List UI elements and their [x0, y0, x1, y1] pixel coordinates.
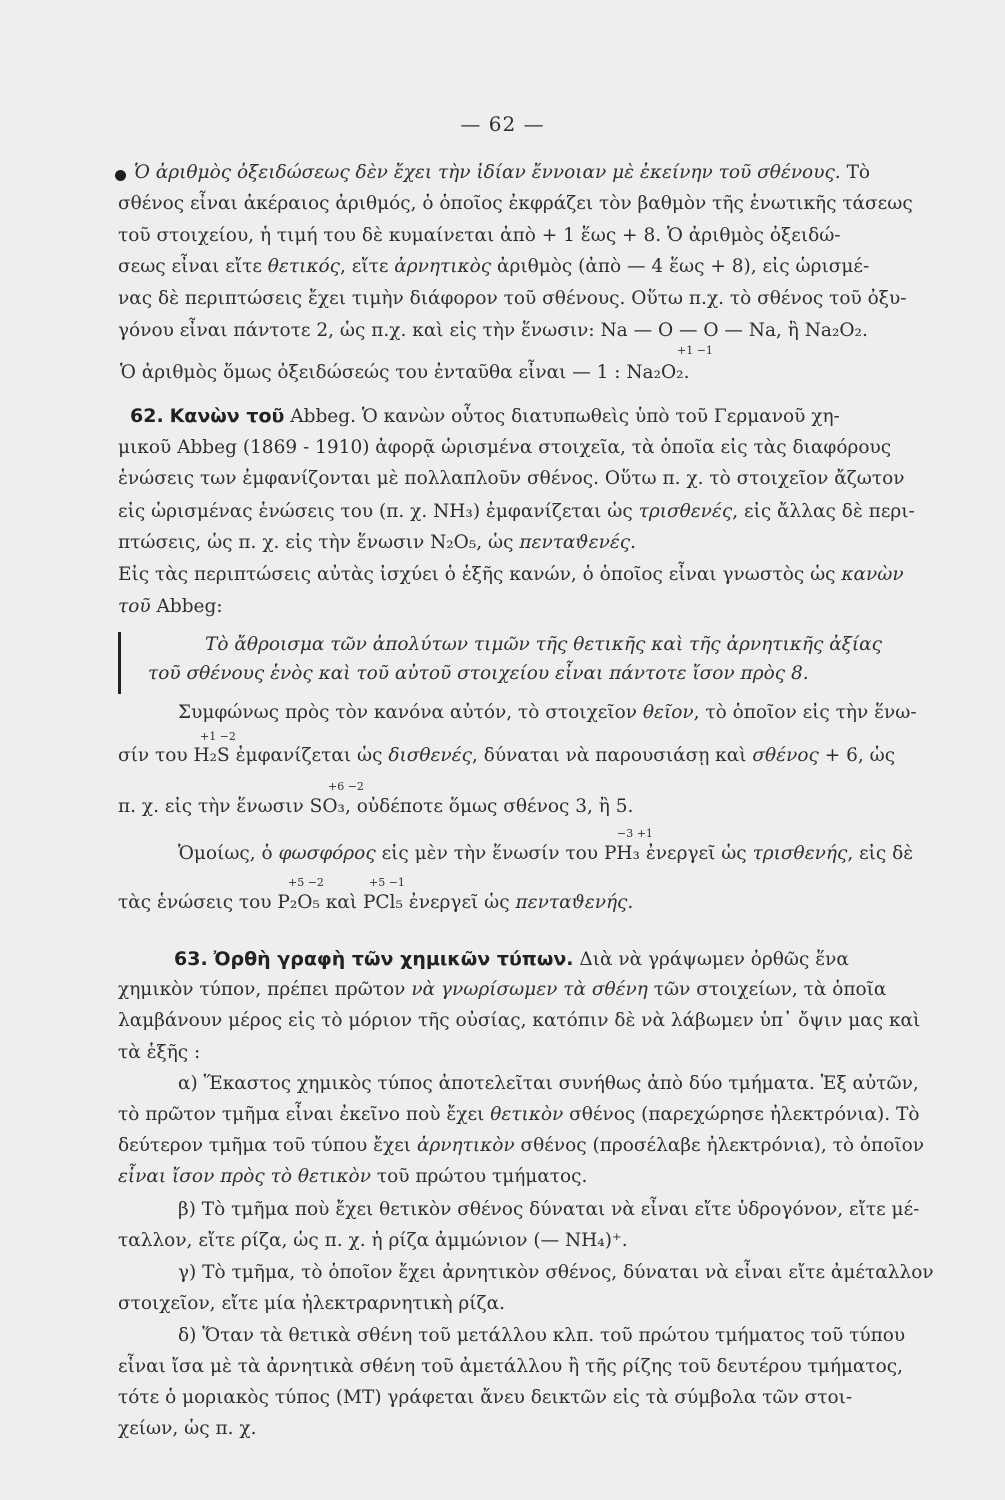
- section-62-heading-line: [130, 405, 840, 428]
- term-divalent: δισθενές: [388, 745, 472, 766]
- intro-line-1: [134, 162, 960, 184]
- term-rule: κανὼν: [841, 564, 904, 585]
- section-62-line-2: μικοῦ Abbeg (1869 - 1910) ἀφορᾷ ὡρισμένα στοιχεῖα, τὰ ὁποῖα εἰς τὰς διαφόρους: [118, 437, 892, 458]
- section-63-title: Ὀρθὴ γραφὴ τῶν χημικῶν τύπων.: [213, 948, 574, 970]
- text-run: + 6, ὡς: [818, 745, 896, 766]
- text-run: χημικὸν τύπον, πρέπει πρῶτον: [118, 979, 412, 1000]
- rule-text-2: τοῦ σθένους ἑνὸς καὶ τοῦ αὐτοῦ στοιχείου εἶναι πάντοτε ἴσον πρὸς 8.: [148, 663, 809, 684]
- term-negative: ἀρνητικὸν: [416, 1135, 515, 1156]
- term-of: τοῦ: [118, 596, 151, 617]
- term-positive: θετικός: [267, 256, 340, 277]
- rule-margin-bar: [118, 632, 121, 694]
- intro-line-2: σθένος εἶναι ἀκέραιος ἀριθμός, ὁ ὁποῖος ἐκφράζει τὸν βαθμὸν τῆς ἑνωτικῆς τάσεως: [118, 193, 913, 214]
- page-number: — 62 —: [460, 112, 545, 136]
- section-63-heading-line: [174, 948, 849, 971]
- section-62-p2-line-2: [118, 745, 895, 767]
- item-d-line-4: χείων, ὡς π. χ.: [118, 1418, 257, 1439]
- section-62-title-name: Abbeg.: [284, 406, 356, 427]
- item-d-line-2: εἶναι ἴσα μὲ τὰ ἀρνητικὰ σθένη τοῦ ἀμετάλλου ἢ τῆς ρίζης τοῦ δευτέρου τμήματος,: [118, 1356, 904, 1377]
- oxidation-charges-na2o2: +1 −1: [677, 344, 713, 357]
- bullet-icon: [115, 170, 126, 181]
- text-run: ἀριθμὸς (ἀπὸ — 4 ἕως + 8), εἰς ὡρισμέ-: [491, 256, 870, 277]
- section-62-line-5: [118, 532, 636, 554]
- text-run: τὸ πρῶτον τμῆμα εἶναι ἐκεῖνο ποὺ ἔχει: [118, 1104, 491, 1125]
- section-63-number: 63.: [174, 948, 208, 970]
- text-run: εἰς μὲν τὴν ἕνωσίν του PH₃ ἐνεργεῖ ὡς: [375, 843, 753, 864]
- item-b-line-2: ταλλον, εἴτε ρίζα, ὡς π. χ. ἡ ρίζα ἀμμώνιον (— NH₄)⁺.: [118, 1230, 628, 1251]
- text-run: , εἴτε: [339, 256, 395, 277]
- section-63-line-3: λαμβάνουν μέρος εἰς τὸ μόριον τῆς οὐσίας, κατόπιν δὲ νὰ λάβωμεν ὑπ᾽ ὄψιν μας καὶ: [118, 1010, 921, 1031]
- text-run: , εἰς δὲ: [847, 843, 914, 864]
- section-62-number: 62.: [130, 405, 164, 427]
- text-run: Συμφώνως πρὸς τὸν κανόνα αὐτόν, τὸ στοιχεῖον: [178, 702, 643, 723]
- text-run: εἰς ὡρισμένας ἑνώσεις του (π. χ. NH₃) ἐμφανίζεται ὡς: [118, 501, 639, 522]
- text-run: Ὁμοίως, ὁ: [178, 843, 279, 864]
- text-run: δεύτερον τμῆμα τοῦ τύπου ἔχει: [118, 1135, 417, 1156]
- item-b-line-1: β) Τὸ τμῆμα ποὺ ἔχει θετικὸν σθένος δύναται νὰ εἶναι εἴτε ὑδρογόνον, εἴτε μέ-: [178, 1199, 920, 1220]
- section-62-line-7: [118, 596, 223, 618]
- text-run: , τὸ ὁποῖον εἰς τὴν ἕνω-: [693, 702, 917, 723]
- text-run: σεως εἶναι εἴτε: [118, 256, 268, 277]
- rule-line-2: [148, 663, 809, 685]
- rule-text-1: Τὸ ἄθροισμα τῶν ἀπολύτων τιμῶν τῆς θετικῆς καὶ τῆς ἀρνητικῆς ἀξίας: [205, 634, 882, 655]
- intro-line-7: Ὁ ἀριθμὸς ὅμως ὀξειδώσεώς του ἐνταῦθα εἶναι — 1 : Na₂O₂.: [120, 362, 690, 383]
- item-a-line-3: [118, 1135, 924, 1157]
- intro-line-5: νας δὲ περιπτώσεις ἔχει τιμὴν διάφορον τοῦ σθένους. Οὕτω π.χ. τὸ σθένος τοῦ ὀξυ-: [118, 288, 907, 309]
- text-run: τὰς ἑνώσεις του P₂O₅ καὶ PCl₅ ἐνεργεῖ ὡς: [118, 892, 516, 913]
- oxidation-charges-h2s: +1 −2: [200, 730, 236, 743]
- text-run: σθένος (προσέλαβε ἠλεκτρόνια), τὸ ὁποῖον: [514, 1135, 924, 1156]
- item-d-line-3: τότε ὁ μοριακὸς τύπος (ΜΤ) γράφεται ἄνευ δεικτῶν εἰς τὰ σύμβολα τῶν στοι-: [118, 1387, 853, 1408]
- term-phosphorus: φωσφόρος: [278, 843, 376, 864]
- text-run: τῶν στοιχείων, τὰ ὁποῖα: [647, 979, 887, 1000]
- term-pentavalent: πενταϑενής.: [515, 892, 634, 913]
- term-trivalent: τρισθενές: [638, 501, 733, 522]
- intro-line-1-rest: Τὸ: [840, 162, 871, 183]
- section-62-p2-line-1: [178, 702, 917, 724]
- term-trivalent: τρισθενής: [752, 843, 848, 864]
- rule-line-1: [205, 634, 882, 656]
- intro-line-3: τοῦ στοιχείου, ἡ τιμή του δὲ κυμαίνεται ἀπὸ + 1 ἕως + 8. Ὁ ἀριθμὸς ὀξειδώ-: [118, 225, 841, 246]
- text-run: , εἰς ἄλλας δὲ περι-: [732, 501, 915, 522]
- section-62-line-4: [118, 501, 915, 523]
- term-valence: σθένος: [752, 745, 819, 766]
- text-run: Εἰς τὰς περιπτώσεις αὐτὰς ἰσχύει ὁ ἑξῆς κανών, ὁ ὁποῖος εἶναι γνωστὸς ὡς: [118, 564, 842, 585]
- term-negative: ἀρνητικὸς: [394, 256, 492, 277]
- text-run: , δύναται νὰ παρουσιάσῃ καὶ: [471, 745, 753, 766]
- section-63-line-1-rest: Διὰ νὰ γράψωμεν ὀρθῶς ἕνα: [573, 949, 849, 970]
- text-run: Abbeg:: [150, 596, 223, 617]
- item-a-line-2: [118, 1104, 919, 1126]
- intro-line-6: γόνου εἶναι πάντοτε 2, ὡς π.χ. καὶ εἰς τὴν ἕνωσιν: Na — O — O — Na, ἢ Na₂O₂.: [118, 320, 868, 341]
- section-62-p2-line-3: π. χ. εἰς τὴν ἕνωσιν SO₃, οὐδέποτε ὅμως σθένος 3, ἢ 5.: [118, 796, 634, 817]
- term-valences-emphasis: νὰ γνωρίσωμεν τὰ σθένη: [411, 979, 648, 1000]
- term-equal-to-positive: εἶναι ἴσον πρὸς τὸ θετικὸν: [118, 1166, 371, 1187]
- section-62-line-6: [118, 564, 904, 586]
- section-63-line-4: τὰ ἑξῆς :: [118, 1042, 201, 1063]
- text-run: σθένος (παρεχώρησε ἠλεκτρόνια). Τὸ: [563, 1104, 920, 1125]
- term-positive: θετικὸν: [490, 1104, 564, 1125]
- section-62-title: Κανὼν τοῦ: [169, 405, 285, 427]
- text-run: τοῦ πρώτου τμήματος.: [370, 1166, 588, 1187]
- term-pentavalent: πενταϑενές.: [519, 532, 636, 553]
- text-run: πτώσεις, ὡς π. χ. εἰς τὴν ἕνωσιν N₂O₅, ὡς: [118, 532, 520, 553]
- oxidation-charges-pcl5: +5 −1: [369, 876, 405, 889]
- intro-line-4: [118, 256, 869, 278]
- text-run: σίν του H₂S ἐμφανίζεται ὡς: [118, 745, 389, 766]
- oxidation-charges-so3: +6 −2: [328, 780, 364, 793]
- oxidation-charges-p2o5: +5 −2: [288, 876, 324, 889]
- item-g-line-2: στοιχεῖον, εἴτε μία ἠλεκτραρνητικὴ ρίζα.: [118, 1293, 505, 1314]
- item-d-line-1: δ) Ὅταν τὰ θετικὰ σθένη τοῦ μετάλλου κλπ. τοῦ πρώτου τμήματος τοῦ τύπου: [178, 1325, 906, 1346]
- section-62-line-3: ἑνώσεις των ἐμφανίζονται μὲ πολλαπλοῦν σθένος. Οὕτω π. χ. τὸ στοιχεῖον ἄζωτον: [118, 468, 905, 489]
- intro-italic-statement: Ὁ ἀριθμὸς ὀξειδώσεως δὲν ἔχει τὴν ἰδίαν ἔννοιαν μὲ ἐκείνην τοῦ σθένους.: [134, 162, 841, 183]
- item-g-line-1: γ) Τὸ τμῆμα, τὸ ὁποῖον ἔχει ἀρνητικὸν σθένος, δύναται νὰ εἶναι εἴτε ἀμέταλλον: [178, 1262, 934, 1283]
- item-a-line-1: α) Ἕκαστος χημικὸς τύπος ἀποτελεῖται συνήθως ἀπὸ δύο τμήματα. Ἐξ αὐτῶν,: [178, 1073, 919, 1094]
- section-63-line-2: [118, 979, 886, 1001]
- oxidation-charges-ph3: −3 +1: [617, 827, 653, 840]
- section-62-line-1-rest: Ὁ κανὼν οὗτος διατυπωθεὶς ὑπὸ τοῦ Γερμανοῦ χη-: [355, 406, 840, 427]
- section-62-p3-line-1: [178, 843, 913, 865]
- section-62-p3-line-2: [118, 892, 633, 914]
- item-a-line-4: [118, 1166, 587, 1188]
- term-sulfur: θεῖον: [642, 702, 694, 723]
